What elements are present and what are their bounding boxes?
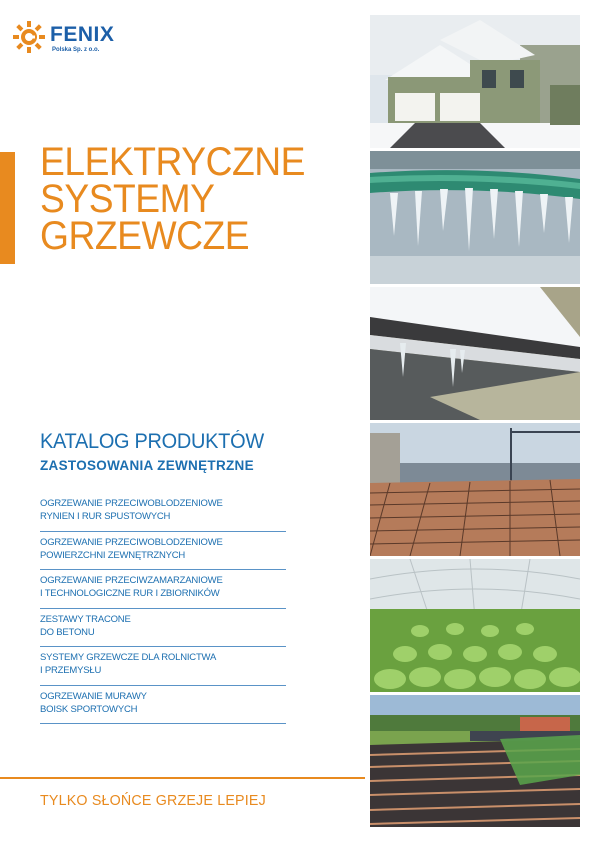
applications-list — [40, 493, 286, 724]
list-item: OGRZEWANIE MURAWY BOISK SPORTOWYCH — [40, 686, 286, 725]
slogan: TYLKO SŁOŃCE GRZEJE LEPIEJ — [40, 792, 266, 809]
photo-greenhouse-lettuce — [370, 559, 580, 692]
list-item: SYSTEMY GRZEWCZE DLA ROLNICTWA I PRZEMYSŁU — [40, 647, 286, 686]
title-line: SYSTEMY — [40, 177, 215, 221]
catalog-title: KATALOG PRODUKTÓW — [40, 430, 264, 453]
list-item: OGRZEWANIE PRZECIWOBLODZENIOWE POWIERZCHNI ZEWNĘTRZNYCH — [40, 532, 286, 571]
main-title — [40, 140, 340, 258]
photo-roof-gutter-with-icicles — [370, 287, 580, 420]
photo-house-in-snow — [370, 15, 580, 148]
title-line: ELEKTRYCZNE — [40, 140, 306, 184]
list-item: OGRZEWANIE PRZECIWOBLODZENIOWE RYNIEN I RUR SPUSTOWYCH — [40, 493, 286, 532]
catalog-subtitle: ZASTOSOWANIA ZEWNĘTRZNE — [40, 458, 254, 473]
title-line: GRZEWCZE — [40, 214, 250, 258]
photo-concrete-slab-with-heating-cables — [370, 423, 580, 556]
footer-divider — [0, 777, 365, 779]
list-item: OGRZEWANIE PRZECIWZAMARZANIOWE I TECHNOLOGICZNE RUR I ZBIORNIKÓW — [40, 570, 286, 609]
sun-logo-icon — [12, 20, 46, 54]
photo-frozen-heating-cable-with-icicles — [370, 151, 580, 284]
company-logo — [12, 20, 152, 60]
orange-accent-bar — [0, 152, 15, 264]
list-item: ZESTAWY TRACONE DO BETONU — [40, 609, 286, 648]
brand-subtitle: Polska Sp. z o.o. — [52, 47, 100, 53]
brand-name: FENIX — [50, 23, 115, 46]
photo-sports-pitch-heating-cables — [370, 695, 580, 827]
